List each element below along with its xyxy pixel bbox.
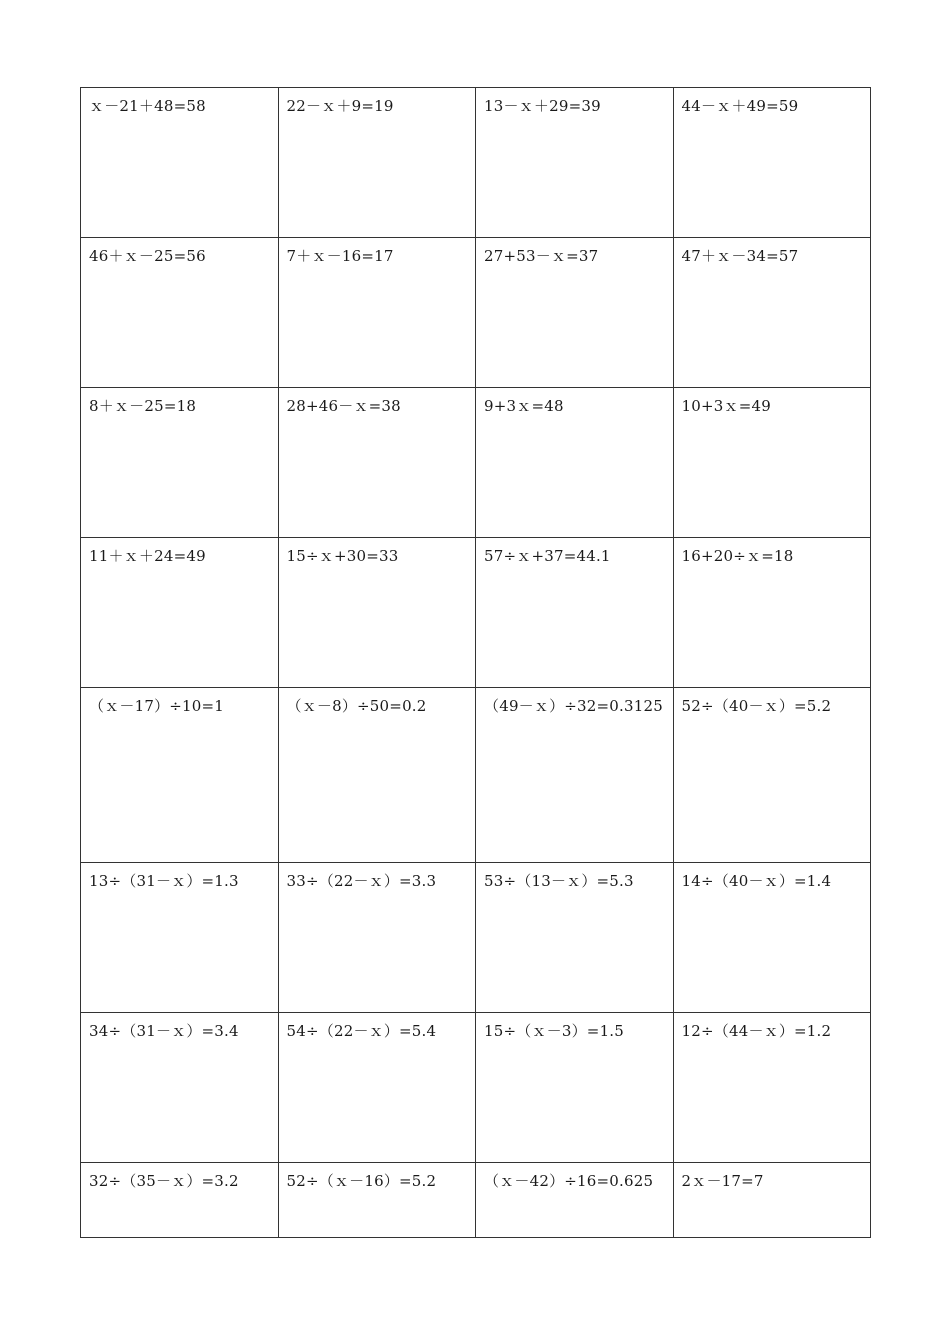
equation-cell: 7＋ｘ－16=17 bbox=[278, 238, 476, 388]
equation-grid bbox=[80, 87, 871, 1238]
equation-cell: 16+20÷ｘ=18 bbox=[673, 538, 871, 688]
grid-row bbox=[81, 238, 871, 388]
equation-cell: 46＋ｘ－25=56 bbox=[81, 238, 279, 388]
equation-cell: 11＋ｘ＋24=49 bbox=[81, 538, 279, 688]
grid-row bbox=[81, 88, 871, 238]
equation-cell: （ｘ－8）÷50=0.2 bbox=[278, 688, 476, 863]
grid-row bbox=[81, 1013, 871, 1163]
equation-cell: 44－ｘ＋49=59 bbox=[673, 88, 871, 238]
equation-cell: 33÷（22－ｘ）=3.3 bbox=[278, 863, 476, 1013]
equation-cell: 9+3ｘ=48 bbox=[476, 388, 674, 538]
equation-cell: 14÷（40－ｘ）=1.4 bbox=[673, 863, 871, 1013]
equation-cell: 34÷（31－ｘ）=3.4 bbox=[81, 1013, 279, 1163]
equation-cell: 27+53－ｘ=37 bbox=[476, 238, 674, 388]
equation-cell: （ｘ－17）÷10=1 bbox=[81, 688, 279, 863]
equation-cell: 12÷（44－ｘ）=1.2 bbox=[673, 1013, 871, 1163]
equation-cell: 8＋ｘ－25=18 bbox=[81, 388, 279, 538]
equation-cell: 13÷（31－ｘ）=1.3 bbox=[81, 863, 279, 1013]
equation-cell: ｘ－21＋48=58 bbox=[81, 88, 279, 238]
equation-cell: 13－ｘ＋29=39 bbox=[476, 88, 674, 238]
grid-row bbox=[81, 863, 871, 1013]
equation-cell: 52÷（40－ｘ）=5.2 bbox=[673, 688, 871, 863]
equation-cell: （ｘ－42）÷16=0.625 bbox=[476, 1163, 674, 1238]
equation-cell: 28+46－ｘ=38 bbox=[278, 388, 476, 538]
equation-cell: 15÷（ｘ－3）=1.5 bbox=[476, 1013, 674, 1163]
grid-row bbox=[81, 538, 871, 688]
equation-cell: 47＋ｘ－34=57 bbox=[673, 238, 871, 388]
equation-cell: 2ｘ－17=7 bbox=[673, 1163, 871, 1238]
equation-cell: 32÷（35－ｘ）=3.2 bbox=[81, 1163, 279, 1238]
equation-cell: 10+3ｘ=49 bbox=[673, 388, 871, 538]
grid-row bbox=[81, 1163, 871, 1238]
equation-cell: 57÷ｘ+37=44.1 bbox=[476, 538, 674, 688]
equation-cell: 52÷（ｘ－16）=5.2 bbox=[278, 1163, 476, 1238]
equation-cell: 22－ｘ＋9=19 bbox=[278, 88, 476, 238]
equation-cell: （49－ｘ）÷32=0.3125 bbox=[476, 688, 674, 863]
equation-cell: 15÷ｘ+30=33 bbox=[278, 538, 476, 688]
equation-cell: 54÷（22－ｘ）=5.4 bbox=[278, 1013, 476, 1163]
equation-cell: 53÷（13－ｘ）=5.3 bbox=[476, 863, 674, 1013]
grid-row bbox=[81, 388, 871, 538]
grid-row bbox=[81, 688, 871, 863]
